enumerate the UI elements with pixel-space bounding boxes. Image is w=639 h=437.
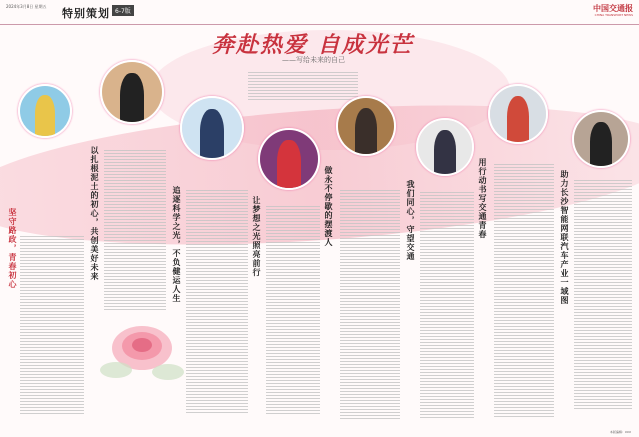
headline-7: 助力长沙智能网联汽车产业一域图: [560, 170, 570, 305]
photo-1: [18, 84, 72, 138]
photo-3: [180, 96, 244, 160]
text-column: [20, 236, 84, 416]
headline-3: 让梦想之光照亮前行: [252, 196, 262, 277]
text-column: [494, 164, 554, 418]
main-title: 奔赴热爱 自成光芒: [212, 32, 414, 58]
photo-6: [416, 118, 474, 176]
text-column: [186, 190, 248, 415]
photo-4: [258, 128, 320, 190]
text-column: [266, 206, 320, 416]
text-column: [340, 190, 400, 420]
photo-7: [488, 84, 548, 144]
photo-8: [572, 110, 630, 168]
left-headline: 坚守路政，青春初心: [8, 208, 18, 289]
page-header: [0, 0, 639, 25]
headline-6: 用行动书写交通青春: [478, 158, 488, 239]
masthead: 中国交通报: [593, 3, 633, 13]
headline-5: 我们同心，守望交通: [406, 180, 416, 261]
headline-2: 追逐科学之光，不负健运人生: [172, 186, 182, 303]
issue-date: 2024年3月8日 星期五: [6, 4, 47, 9]
photo-2: [100, 60, 164, 124]
page-numbers: 6-7版: [112, 5, 134, 16]
subtitle: ——写给未来的自己: [282, 56, 345, 64]
text-column: [420, 192, 474, 418]
text-column: [574, 180, 632, 410]
photo-5: [336, 96, 396, 156]
text-column: [104, 150, 166, 310]
section-title: 特别策划: [62, 7, 110, 20]
headline-1: 以扎根泥土的初心，共创美好未来: [90, 146, 100, 281]
page-footer: 本版编辑：XXX: [609, 430, 631, 434]
masthead-en: CHINA TRANSPORT NEWS: [594, 13, 633, 17]
rose-illustration: [96, 318, 188, 388]
headline-4: 做永不停歇的摆渡人: [324, 166, 334, 247]
intro-text: [248, 72, 358, 100]
